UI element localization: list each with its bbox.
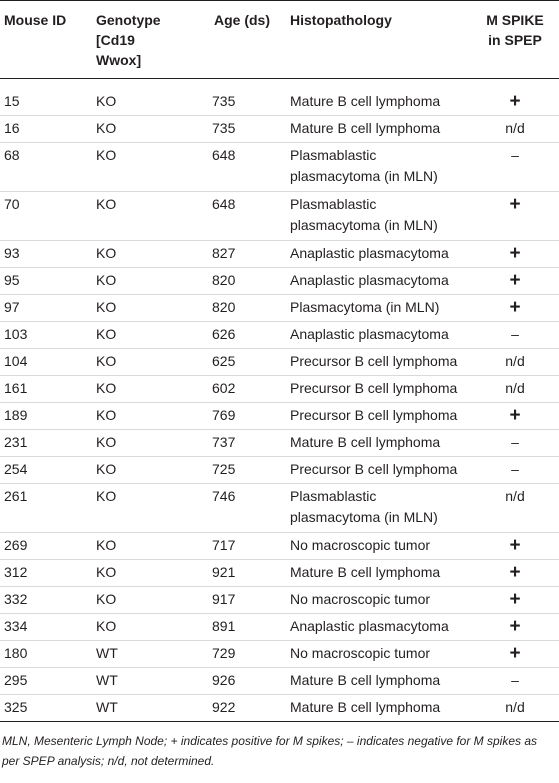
cell-m-spike: +: [509, 270, 521, 291]
cell-histopathology: [286, 641, 471, 668]
cell-mouse-id: 334: [4, 618, 28, 634]
cell-histopathology: [286, 668, 471, 695]
table-row: [0, 695, 559, 722]
cell-histopathology: [286, 533, 471, 560]
cell-m-spike: +: [509, 297, 521, 318]
cell-genotype: KO: [96, 272, 117, 288]
cell-genotype: KO: [96, 326, 117, 342]
histopathology-line1: No macroscopic tumor: [290, 537, 431, 553]
cell-histopathology: [286, 241, 471, 268]
cell-histopathology: [286, 322, 471, 349]
cell-age: 737: [212, 434, 236, 450]
cell-histopathology: [286, 695, 471, 722]
cell-m-spike: n/d: [505, 699, 525, 715]
cell-genotype: KO: [96, 196, 117, 212]
cell-mouse-id: 104: [4, 353, 28, 369]
header-genotype-line2: [Cd19: [96, 32, 135, 48]
header-genotype: [92, 1, 210, 79]
cell-genotype: KO: [96, 380, 117, 396]
histopathology-line1: Mature B cell lymphoma: [290, 564, 441, 580]
histopathology-line2: plasmacytoma (in MLN): [290, 168, 438, 184]
cell-m-spike: –: [511, 326, 519, 342]
header-mouse-id: [0, 1, 92, 79]
cell-m-spike: –: [511, 461, 519, 477]
cell-mouse-id: 161: [4, 380, 28, 396]
table-body: [0, 79, 559, 722]
cell-age: 626: [212, 326, 236, 342]
cell-histopathology: [286, 430, 471, 457]
table-row: [0, 430, 559, 457]
header-m-spike-line1: M SPIKE: [486, 12, 544, 28]
histopathology-line2: plasmacytoma (in MLN): [290, 509, 438, 525]
cell-mouse-id: 97: [4, 299, 20, 315]
cell-genotype: KO: [96, 488, 117, 504]
cell-genotype: KO: [96, 147, 117, 163]
table-header: [0, 1, 559, 79]
cell-histopathology: [286, 268, 471, 295]
cell-mouse-id: 68: [4, 147, 20, 163]
cell-mouse-id: 70: [4, 196, 20, 212]
cell-mouse-id: 325: [4, 699, 28, 715]
cell-genotype: KO: [96, 618, 117, 634]
table-row: [0, 614, 559, 641]
cell-histopathology: [286, 376, 471, 403]
cell-age: 735: [212, 93, 236, 109]
cell-genotype: KO: [96, 245, 117, 261]
cell-histopathology: [286, 79, 471, 116]
cell-m-spike: +: [509, 562, 521, 583]
header-row: [0, 1, 559, 79]
cell-histopathology: [286, 614, 471, 641]
cell-m-spike: +: [509, 194, 521, 215]
header-histopathology: [286, 1, 471, 79]
cell-age: 648: [212, 196, 236, 212]
cell-genotype: KO: [96, 591, 117, 607]
cell-histopathology: [286, 457, 471, 484]
header-genotype-line3: Wwox]: [96, 52, 142, 68]
cell-mouse-id: 231: [4, 434, 28, 450]
cell-histopathology: [286, 116, 471, 143]
cell-m-spike: n/d: [505, 380, 525, 396]
histopathology-line1: Anaplastic plasmacytoma: [290, 326, 449, 342]
table-row: [0, 268, 559, 295]
histopathology-line1: Mature B cell lymphoma: [290, 699, 441, 715]
cell-genotype: WT: [96, 672, 118, 688]
cell-m-spike: –: [511, 147, 519, 163]
cell-age: 922: [212, 699, 236, 715]
header-age-text: Age (ds): [214, 12, 270, 28]
cell-histopathology: [286, 192, 471, 241]
histopathology-line1: Plasmablastic: [290, 147, 377, 163]
table-row: [0, 143, 559, 192]
cell-m-spike: +: [509, 243, 521, 264]
cell-genotype: KO: [96, 353, 117, 369]
cell-m-spike: +: [509, 405, 521, 426]
histopathology-line1: Precursor B cell lymphoma: [290, 353, 458, 369]
table-row: [0, 116, 559, 143]
table-row: [0, 192, 559, 241]
cell-age: 717: [212, 537, 236, 553]
cell-genotype: WT: [96, 645, 118, 661]
cell-m-spike: –: [511, 434, 519, 450]
header-m-spike: [471, 1, 559, 79]
cell-histopathology: [286, 587, 471, 614]
table-footnote: MLN, Mesenteric Lymph Node; + indicates positive for M spikes; – indicates negative for M spikes as per SPEP analysis; n/d, not determined.: [2, 734, 538, 768]
cell-m-spike: +: [509, 91, 521, 112]
histopathology-line1: Mature B cell lymphoma: [290, 434, 441, 450]
histopathology-line1: No macroscopic tumor: [290, 645, 431, 661]
table-row: [0, 322, 559, 349]
cell-mouse-id: 189: [4, 407, 28, 423]
cell-m-spike: +: [509, 535, 521, 556]
cell-genotype: KO: [96, 299, 117, 315]
table-row: [0, 295, 559, 322]
table-row: [0, 484, 559, 533]
cell-age: 891: [212, 618, 236, 634]
cell-histopathology: [286, 349, 471, 376]
table-row: [0, 79, 559, 116]
cell-mouse-id: 332: [4, 591, 28, 607]
cell-age: 625: [212, 353, 236, 369]
cell-genotype: KO: [96, 120, 117, 136]
cell-m-spike: +: [509, 589, 521, 610]
cell-age: 921: [212, 564, 236, 580]
cell-age: 602: [212, 380, 236, 396]
cell-mouse-id: 93: [4, 245, 20, 261]
cell-genotype: KO: [96, 461, 117, 477]
histopathology-line1: Anaplastic plasmacytoma: [290, 272, 449, 288]
cell-mouse-id: 261: [4, 488, 28, 504]
histopathology-line1: Precursor B cell lymphoma: [290, 407, 458, 423]
cell-age: 926: [212, 672, 236, 688]
cell-mouse-id: 295: [4, 672, 28, 688]
cell-mouse-id: 103: [4, 326, 28, 342]
table-row: [0, 668, 559, 695]
histopathology-line1: Mature B cell lymphoma: [290, 93, 441, 109]
cell-age: 725: [212, 461, 236, 477]
cell-mouse-id: 254: [4, 461, 28, 477]
header-age: [210, 1, 286, 79]
table-row: [0, 587, 559, 614]
table-row: [0, 457, 559, 484]
cell-histopathology: [286, 484, 471, 533]
histopathology-line2: plasmacytoma (in MLN): [290, 217, 438, 233]
cell-genotype: KO: [96, 93, 117, 109]
cell-histopathology: [286, 403, 471, 430]
histopathology-line1: Mature B cell lymphoma: [290, 672, 441, 688]
cell-genotype: KO: [96, 537, 117, 553]
cell-m-spike: +: [509, 616, 521, 637]
histopathology-line1: Precursor B cell lymphoma: [290, 461, 458, 477]
cell-genotype: WT: [96, 699, 118, 715]
cell-genotype: KO: [96, 564, 117, 580]
table-row: [0, 241, 559, 268]
histopathology-line1: Plasmablastic: [290, 488, 377, 504]
header-mouse-id-text: Mouse ID: [4, 12, 67, 28]
header-histopathology-text: Histopathology: [290, 12, 392, 28]
cell-age: 917: [212, 591, 236, 607]
cell-mouse-id: 16: [4, 120, 20, 136]
cell-mouse-id: 269: [4, 537, 28, 553]
cell-histopathology: [286, 560, 471, 587]
cell-mouse-id: 15: [4, 93, 20, 109]
cell-age: 820: [212, 299, 236, 315]
cell-age: 820: [212, 272, 236, 288]
table-row: [0, 641, 559, 668]
cell-age: 648: [212, 147, 236, 163]
cell-age: 827: [212, 245, 236, 261]
cell-mouse-id: 180: [4, 645, 28, 661]
histopathology-line1: Anaplastic plasmacytoma: [290, 618, 449, 634]
cell-m-spike: –: [511, 672, 519, 688]
cell-age: 769: [212, 407, 236, 423]
table-row: [0, 349, 559, 376]
header-genotype-line1: Genotype: [96, 12, 161, 28]
cell-m-spike: +: [509, 643, 521, 664]
cell-age: 746: [212, 488, 236, 504]
histopathology-line1: No macroscopic tumor: [290, 591, 431, 607]
histopathology-line1: Precursor B cell lymphoma: [290, 380, 458, 396]
cell-age: 735: [212, 120, 236, 136]
histopathology-line1: Plasmablastic: [290, 196, 377, 212]
cell-genotype: KO: [96, 434, 117, 450]
cell-histopathology: [286, 295, 471, 322]
histopathology-line1: Plasmacytoma (in MLN): [290, 299, 440, 315]
cell-mouse-id: 95: [4, 272, 20, 288]
table-row: [0, 376, 559, 403]
cell-mouse-id: 312: [4, 564, 28, 580]
table-row: [0, 403, 559, 430]
cell-age: 729: [212, 645, 236, 661]
table-row: [0, 560, 559, 587]
histopathology-line1: Anaplastic plasmacytoma: [290, 245, 449, 261]
cell-m-spike: n/d: [505, 120, 525, 136]
cell-genotype: KO: [96, 407, 117, 423]
cell-histopathology: [286, 143, 471, 192]
header-m-spike-line2: in SPEP: [488, 32, 542, 48]
histopathology-line1: Mature B cell lymphoma: [290, 120, 441, 136]
table-row: [0, 533, 559, 560]
cell-m-spike: n/d: [505, 353, 525, 369]
cell-m-spike: n/d: [505, 488, 525, 504]
